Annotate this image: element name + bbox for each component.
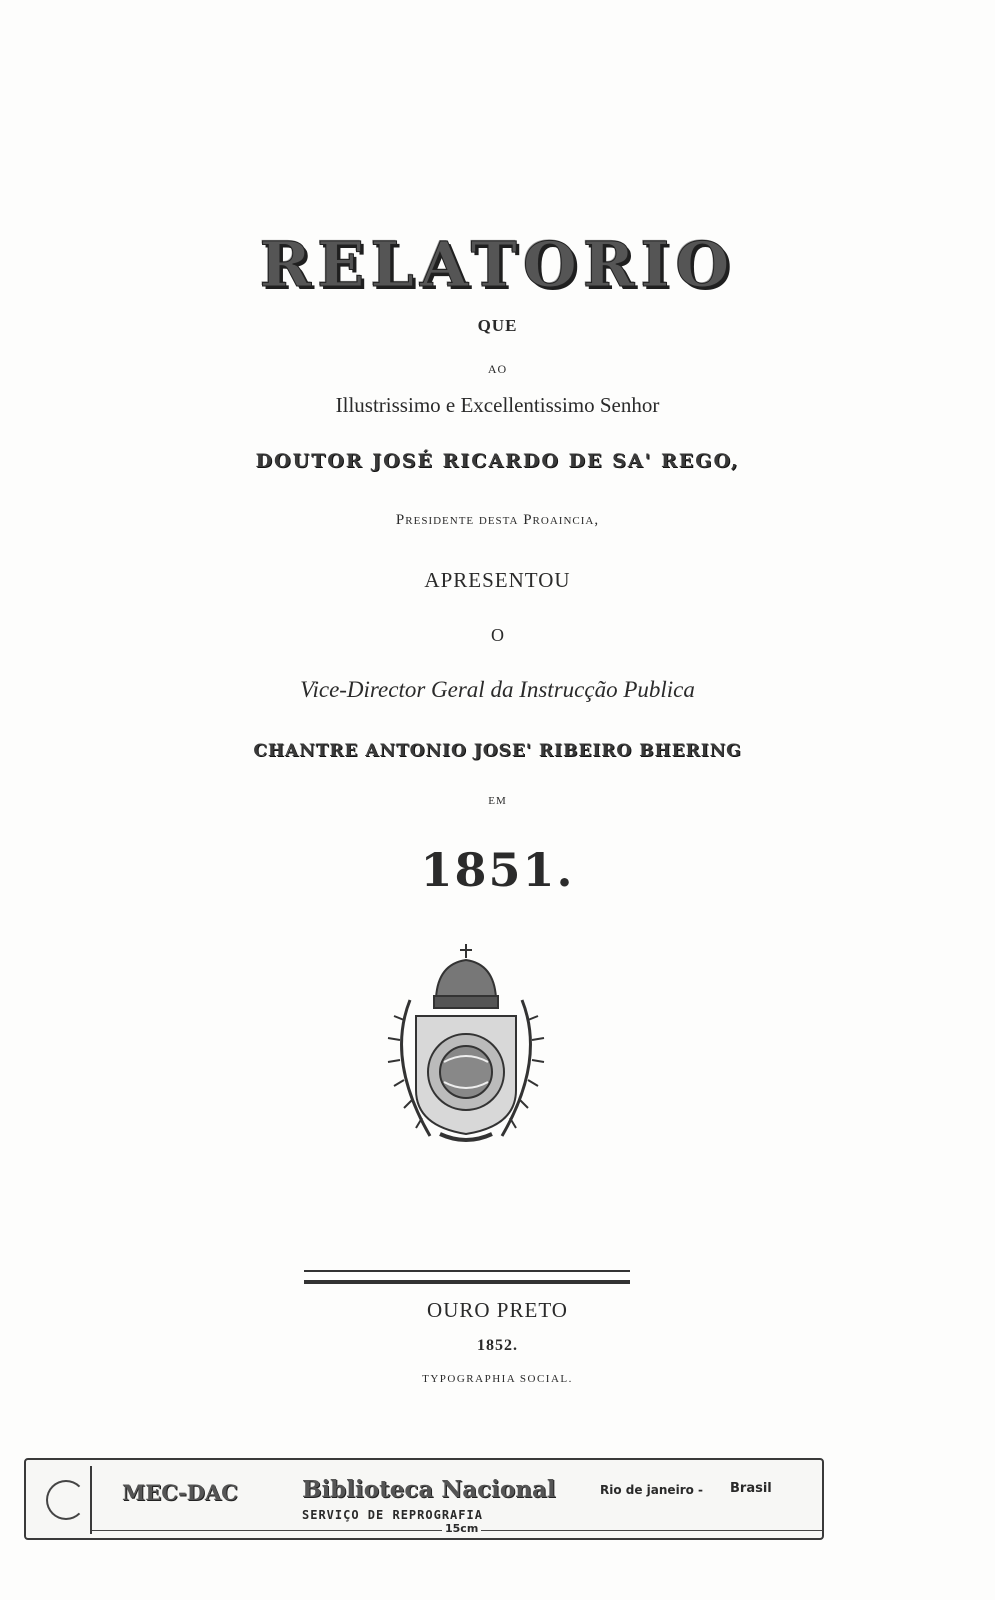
stamp-scale: 15cm [442,1522,481,1535]
library-stamp [24,1458,824,1540]
stamp-country: Brasil [730,1481,772,1496]
stamp-hole-icon [46,1480,86,1520]
president-line: Presidente desta Proaincia, [395,512,600,528]
stamp-service: SERVIÇO DE REPROGRAFIA [302,1508,483,1522]
stamp-agency: MEC-DAC [122,1480,238,1505]
imperial-coat-of-arms-icon [380,940,552,1146]
imprint-city: OURO PRETO [427,1298,568,1322]
stamp-library: Biblioteca Nacional [302,1476,556,1503]
report-year: 1851. [420,843,575,897]
vice-director-line: Vice-Director Geral da Instrucção Publica [300,677,695,702]
que-line: QUE [477,316,518,335]
author-name: CHANTRE ANTONIO JOSE' RIBEIRO BHERING [253,741,742,761]
o-line: O [491,625,504,645]
doctor-name: DOUTOR JOSÉ RICARDO DE SA' REGO, [255,450,740,472]
stamp-body [90,1466,822,1534]
addressee-line: Illustrissimo e Excellentissimo Senhor [335,393,660,417]
divider-rule [304,1270,630,1284]
ao-line: AO [487,362,508,376]
em-line: EM [488,795,507,807]
document-title: RELATORIO [259,228,736,301]
imprint-year: 1852. [477,1337,518,1354]
presented-line: APRESENTOU [424,568,571,592]
stamp-location: Rio de janeiro - [600,1483,704,1497]
imprint-printer: TYPOGRAPHIA SOCIAL. [422,1373,573,1385]
